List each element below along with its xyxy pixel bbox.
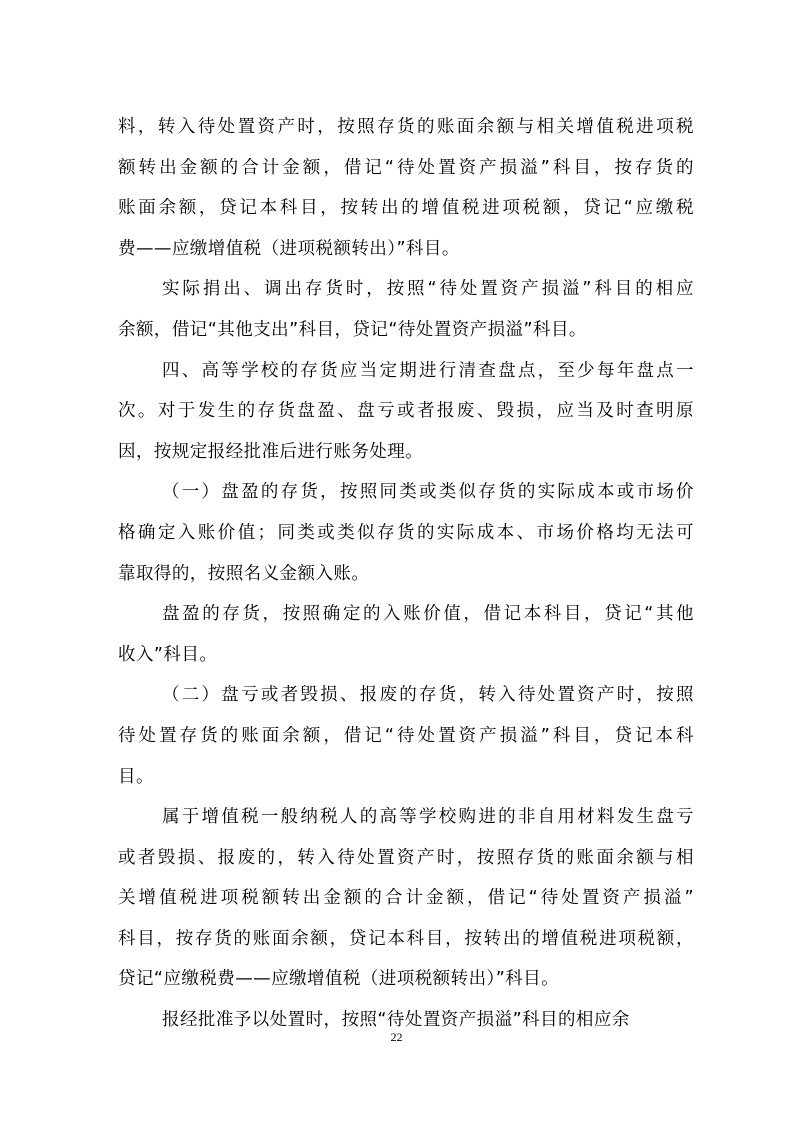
text-line: 账面余额，贷记本科目，按转出的增值税进项税额，贷记“应缴税 <box>118 198 694 219</box>
paragraph <box>118 594 694 675</box>
paragraph <box>118 107 694 269</box>
body-text <box>118 107 694 1041</box>
text-line: 次。对于发生的存货盘盈、盘亏或者报废、毁损，应当及时查明原 <box>118 401 694 422</box>
text-line: 科目，按存货的账面余额，贷记本科目，按转出的增值税进项税额， <box>118 928 694 949</box>
text-line: （二）盘亏或者毁损、报废的存货，转入待处置资产时，按照 <box>162 685 694 706</box>
text-line: 额转出金额的合计金额，借记“待处置资产损溢”科目，按存货的 <box>118 157 694 178</box>
paragraph <box>118 269 694 350</box>
text-line: （一）盘盈的存货，按照同类或类似存货的实际成本或市场价 <box>162 482 694 503</box>
text-line: 费——应缴增值税（进项税额转出）”科目。 <box>118 238 460 259</box>
paragraph <box>118 351 694 473</box>
paragraph <box>118 797 694 1000</box>
text-line: 靠取得的，按照名义金额入账。 <box>118 563 370 584</box>
text-line: 四、高等学校的存货应当定期进行清查盘点，至少每年盘点一 <box>162 360 694 381</box>
page-number: 22 <box>390 1030 403 1044</box>
text-line: 因，按规定报经批准后进行账务处理。 <box>118 441 424 462</box>
text-line: 待处置存货的账面余额，借记“待处置资产损溢”科目，贷记本科 <box>118 725 694 746</box>
text-line: 贷记“应缴税费——应缴增值税（进项税额转出）”科目。 <box>118 969 560 990</box>
text-line: 余额，借记“其他支出”科目，贷记“待处置资产损溢”科目。 <box>118 319 587 340</box>
text-line: 收入”科目。 <box>118 644 218 665</box>
text-line: 实际捐出、调出存货时，按照“待处置资产损溢”科目的相应 <box>162 279 694 300</box>
paragraph <box>118 472 694 594</box>
text-line: 格确定入账价值；同类或类似存货的实际成本、市场价格均无法可 <box>118 522 694 543</box>
text-line: 报经批准予以处置时，按照“待处置资产损溢”科目的相应余 <box>162 1010 630 1031</box>
text-line: 关增值税进项税额转出金额的合计金额，借记“待处置资产损溢” <box>118 888 694 909</box>
text-line: 目。 <box>118 766 154 787</box>
text-line: 或者毁损、报废的，转入待处置资产时，按照存货的账面余额与相 <box>118 847 694 868</box>
text-line: 属于增值税一般纳税人的高等学校购进的非自用材料发生盘亏 <box>162 807 694 828</box>
text-line: 料，转入待处置资产时，按照存货的账面余额与相关增值税进项税 <box>118 117 694 137</box>
paragraph <box>118 675 694 797</box>
text-line: 盘盈的存货，按照确定的入账价值，借记本科目，贷记“其他 <box>162 604 694 625</box>
